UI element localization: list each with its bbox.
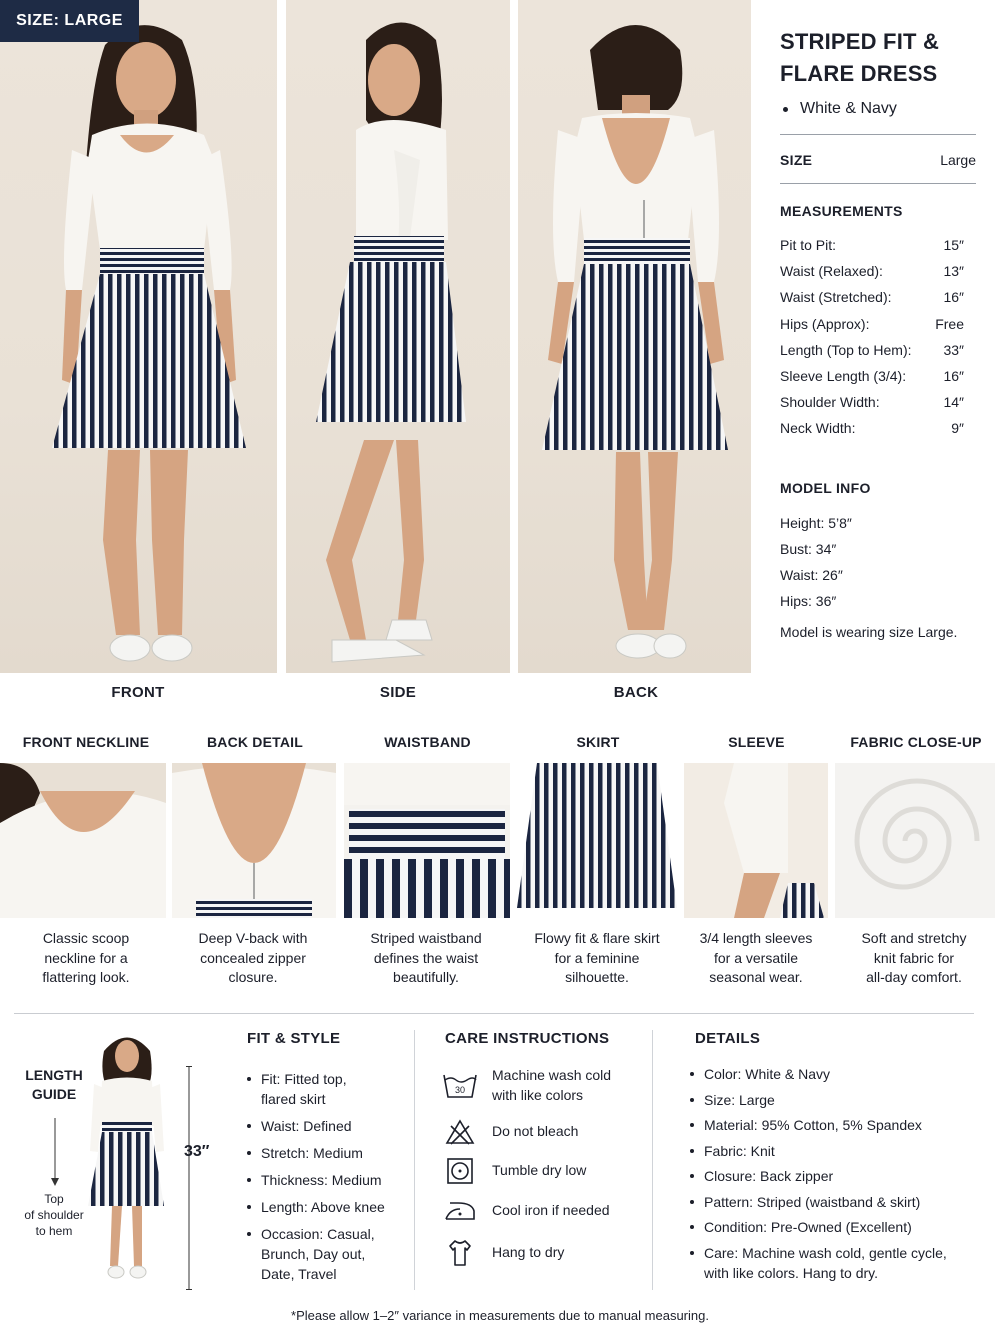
item-line: Stretch: Medium: [261, 1145, 363, 1161]
product-color: [780, 100, 976, 118]
caption-line: Classic scoop: [42, 930, 130, 946]
model-info-heading: MODEL INFO: [780, 479, 871, 496]
details-item: [690, 1115, 980, 1135]
detail-title-waistband: WAISTBAND: [384, 734, 471, 750]
item-line: Color: White & Navy: [704, 1066, 831, 1082]
model-info-row: Hips: 36″: [780, 593, 837, 610]
details-item: [690, 1064, 980, 1084]
column-divider: [414, 1030, 415, 1290]
detail-title-neckline: FRONT NECKLINE: [22, 734, 150, 750]
item-line: Brunch, Day out,: [261, 1246, 366, 1262]
measurement-row: [780, 337, 976, 363]
caption-line: closure.: [228, 969, 278, 985]
details-heading: DETAILS: [695, 1030, 761, 1047]
bullet-dot: [783, 107, 788, 112]
iron-low-icon: [440, 1193, 480, 1229]
fit-style-item: [247, 1170, 407, 1190]
fit-style-item: [247, 1069, 407, 1109]
model-front-figure: [0, 0, 277, 673]
care-text: [492, 1122, 642, 1142]
note-line: of shoulder: [24, 1208, 84, 1222]
measurement-value: 16″: [943, 368, 964, 385]
model-info-list: [780, 510, 976, 615]
product-info-panel: [780, 26, 976, 640]
care-row-wash: [440, 1066, 642, 1105]
no-bleach-icon: [440, 1114, 480, 1150]
item-line: Material: 95% Cotton, 5% Spandex: [704, 1117, 922, 1133]
caption-line: Striped waistband: [370, 930, 482, 946]
care-row-iron: [440, 1193, 642, 1229]
front-photo: [0, 0, 277, 673]
divider: [14, 1013, 974, 1014]
wash-30-icon: [440, 1068, 480, 1104]
care-line: Hang to dry: [492, 1244, 565, 1261]
model-info-row: Bust: 34″: [780, 540, 837, 557]
model-side-figure: [286, 0, 510, 673]
measurement-value: 13″: [943, 263, 964, 280]
caption-line: flattering look.: [42, 969, 130, 985]
item-line: with like colors. Hang to dry.: [704, 1264, 879, 1281]
item-line: Fabric: Knit: [704, 1142, 775, 1159]
measurement-label: Shoulder Width:: [780, 394, 880, 411]
length-guide-title-line: GUIDE: [31, 1086, 77, 1102]
detail-caption-neckline: [8, 929, 164, 988]
sleeve-closeup-image: [684, 763, 828, 918]
product-title: [780, 26, 976, 90]
caption-line: silhouette.: [565, 969, 629, 985]
product-color-text: White & Navy: [800, 100, 897, 117]
caption-line: seasonal wear.: [709, 969, 803, 985]
caption-line: Flowy fit & flare skirt: [534, 930, 660, 946]
measurement-row: [780, 389, 976, 415]
measurement-label: Length (Top to Hem):: [780, 341, 912, 358]
detail-caption-waistband: [346, 929, 506, 988]
care-text: [492, 1201, 642, 1221]
length-guide-title-line: LENGTH: [25, 1067, 83, 1083]
details-item: [690, 1192, 980, 1212]
fit-style-item: [247, 1143, 407, 1163]
size-label: SIZE: [780, 152, 813, 168]
model-info-row: Waist: 26″: [780, 566, 843, 583]
measurement-value: 14″: [943, 394, 964, 411]
fit-style-item: [247, 1197, 407, 1217]
care-line: with like colors: [492, 1086, 584, 1103]
care-text: [492, 1243, 642, 1263]
fabric-closeup-image: [835, 763, 995, 918]
caption-line: concealed zipper: [200, 949, 306, 966]
length-guide-note: [18, 1191, 90, 1239]
neckline-closeup-image: [0, 763, 166, 918]
model-back-figure: [518, 0, 751, 673]
measurement-row: [780, 363, 976, 389]
caption-line: for a feminine: [554, 949, 640, 966]
tumble-dry-low-icon: [440, 1153, 480, 1189]
note-line: to hem: [35, 1224, 73, 1238]
measurement-value: 33″: [943, 341, 964, 358]
product-title-line2: FLARE DRESS: [780, 61, 938, 86]
care-line: Do not bleach: [492, 1123, 579, 1140]
details-item: [690, 1090, 980, 1110]
care-line: Tumble dry low: [492, 1162, 587, 1179]
item-line: Condition: Pre-Owned (Excellent): [704, 1219, 912, 1235]
caption-line: knit fabric for: [873, 949, 955, 966]
item-line: Occasion: Casual,: [261, 1226, 375, 1242]
waistband-closeup-image: [344, 763, 510, 918]
item-line: Date, Travel: [261, 1266, 337, 1282]
care-row-dry: [440, 1153, 642, 1189]
measurement-value: 16″: [943, 289, 964, 306]
item-line: Pattern: Striped (waistband & skirt): [704, 1193, 921, 1210]
back-detail-image: [172, 763, 336, 918]
measurement-label: Hips (Approx):: [780, 315, 870, 332]
caption-line: Deep V-back with: [198, 930, 308, 946]
detail-caption-skirt: [514, 929, 680, 988]
measurement-label: Neck Width:: [780, 420, 856, 437]
care-row-hang: [440, 1235, 642, 1271]
detail-caption-fabric: [836, 929, 992, 988]
details-item: [690, 1141, 980, 1161]
measurement-row: [780, 415, 976, 441]
caption-line: for a versatile: [713, 949, 799, 966]
details-list: [690, 1064, 980, 1283]
detail-caption-sleeve: [680, 929, 832, 988]
detail-title-skirt: SKIRT: [576, 734, 620, 750]
side-photo: [286, 0, 510, 673]
detail-title-fabric: FABRIC CLOSE-UP: [850, 734, 982, 750]
side-view-label: SIDE: [379, 684, 417, 701]
measurements-heading: MEASUREMENTS: [780, 203, 903, 219]
item-line: Fit: Fitted top,: [261, 1071, 347, 1087]
arrow-down-icon: [50, 1118, 60, 1188]
care-heading: CARE INSTRUCTIONS: [445, 1030, 610, 1047]
model-info-row: Height: 5’8″: [780, 514, 852, 531]
caption-line: 3/4 length sleeves: [699, 930, 813, 946]
details-item: [690, 1243, 980, 1283]
item-line: Length: Above knee: [261, 1199, 385, 1215]
fit-style-list: [247, 1069, 407, 1284]
length-guide-title: [20, 1066, 88, 1104]
item-line: flared skirt: [261, 1091, 326, 1107]
item-line: Size: Large: [704, 1091, 775, 1108]
fit-style-item: [247, 1116, 407, 1136]
size-value: Large: [940, 152, 976, 168]
caption-line: all-day comfort.: [866, 969, 962, 985]
measurement-footnote: *Please allow 1–2″ variance in measurements due to manual measuring.: [291, 1308, 709, 1323]
length-guide-model-figure: [82, 1026, 172, 1294]
details-item: [690, 1217, 980, 1237]
caption-line: Soft and stretchy: [861, 930, 967, 946]
care-row-bleach: [440, 1114, 642, 1150]
care-text: [492, 1066, 642, 1105]
measurement-label: Pit to Pit:: [780, 237, 837, 254]
measurements-list: [780, 232, 976, 442]
measurement-row: [780, 311, 976, 337]
measurement-value: Free: [935, 315, 964, 332]
item-line: Waist: Defined: [261, 1118, 352, 1134]
measurement-row: [780, 258, 976, 284]
fit-style-heading: FIT & STYLE: [247, 1030, 341, 1047]
details-item: [690, 1166, 980, 1186]
divider: [780, 134, 976, 135]
skirt-closeup-image: [517, 763, 677, 918]
measurement-value: 15″: [943, 237, 964, 254]
caption-line: neckline for a: [44, 949, 128, 966]
measurement-row: [780, 284, 976, 310]
caption-line: defines the waist: [373, 949, 479, 966]
hanger-icon: [440, 1235, 480, 1271]
column-divider: [652, 1030, 653, 1290]
care-line: Machine wash cold: [492, 1067, 612, 1083]
care-text: [492, 1161, 642, 1181]
length-scale-bar: [186, 1066, 192, 1290]
measurement-label: Sleeve Length (3/4):: [780, 368, 907, 385]
caption-line: beautifully.: [393, 969, 459, 985]
back-photo: [518, 0, 751, 673]
back-view-label: BACK: [613, 684, 659, 701]
detail-title-sleeve: SLEEVE: [728, 734, 785, 750]
length-guide-value: 33″: [184, 1143, 210, 1160]
measurement-label: Waist (Relaxed):: [780, 263, 883, 280]
measurement-label: Waist (Stretched):: [780, 289, 892, 306]
care-line: Cool iron if needed: [492, 1202, 610, 1219]
measurement-value: 9″: [951, 420, 964, 437]
size-badge: SIZE: LARGE: [0, 0, 139, 42]
item-line: Thickness: Medium: [261, 1172, 382, 1188]
item-line: Closure: Back zipper: [704, 1168, 834, 1184]
measurement-row: [780, 232, 976, 258]
detail-caption-back: [174, 929, 332, 988]
product-title-line1: STRIPED FIT &: [780, 29, 940, 54]
size-row: [780, 152, 976, 168]
divider: [780, 183, 976, 184]
detail-title-back: BACK DETAIL: [206, 734, 304, 750]
svg-text:30: 30: [454, 1084, 466, 1095]
front-view-label: FRONT: [111, 684, 165, 701]
note-line: Top: [44, 1192, 64, 1206]
model-note: Model is wearing size Large.: [780, 624, 958, 641]
fit-style-item: [247, 1224, 407, 1284]
item-line: Care: Machine wash cold, gentle cycle,: [704, 1244, 947, 1261]
